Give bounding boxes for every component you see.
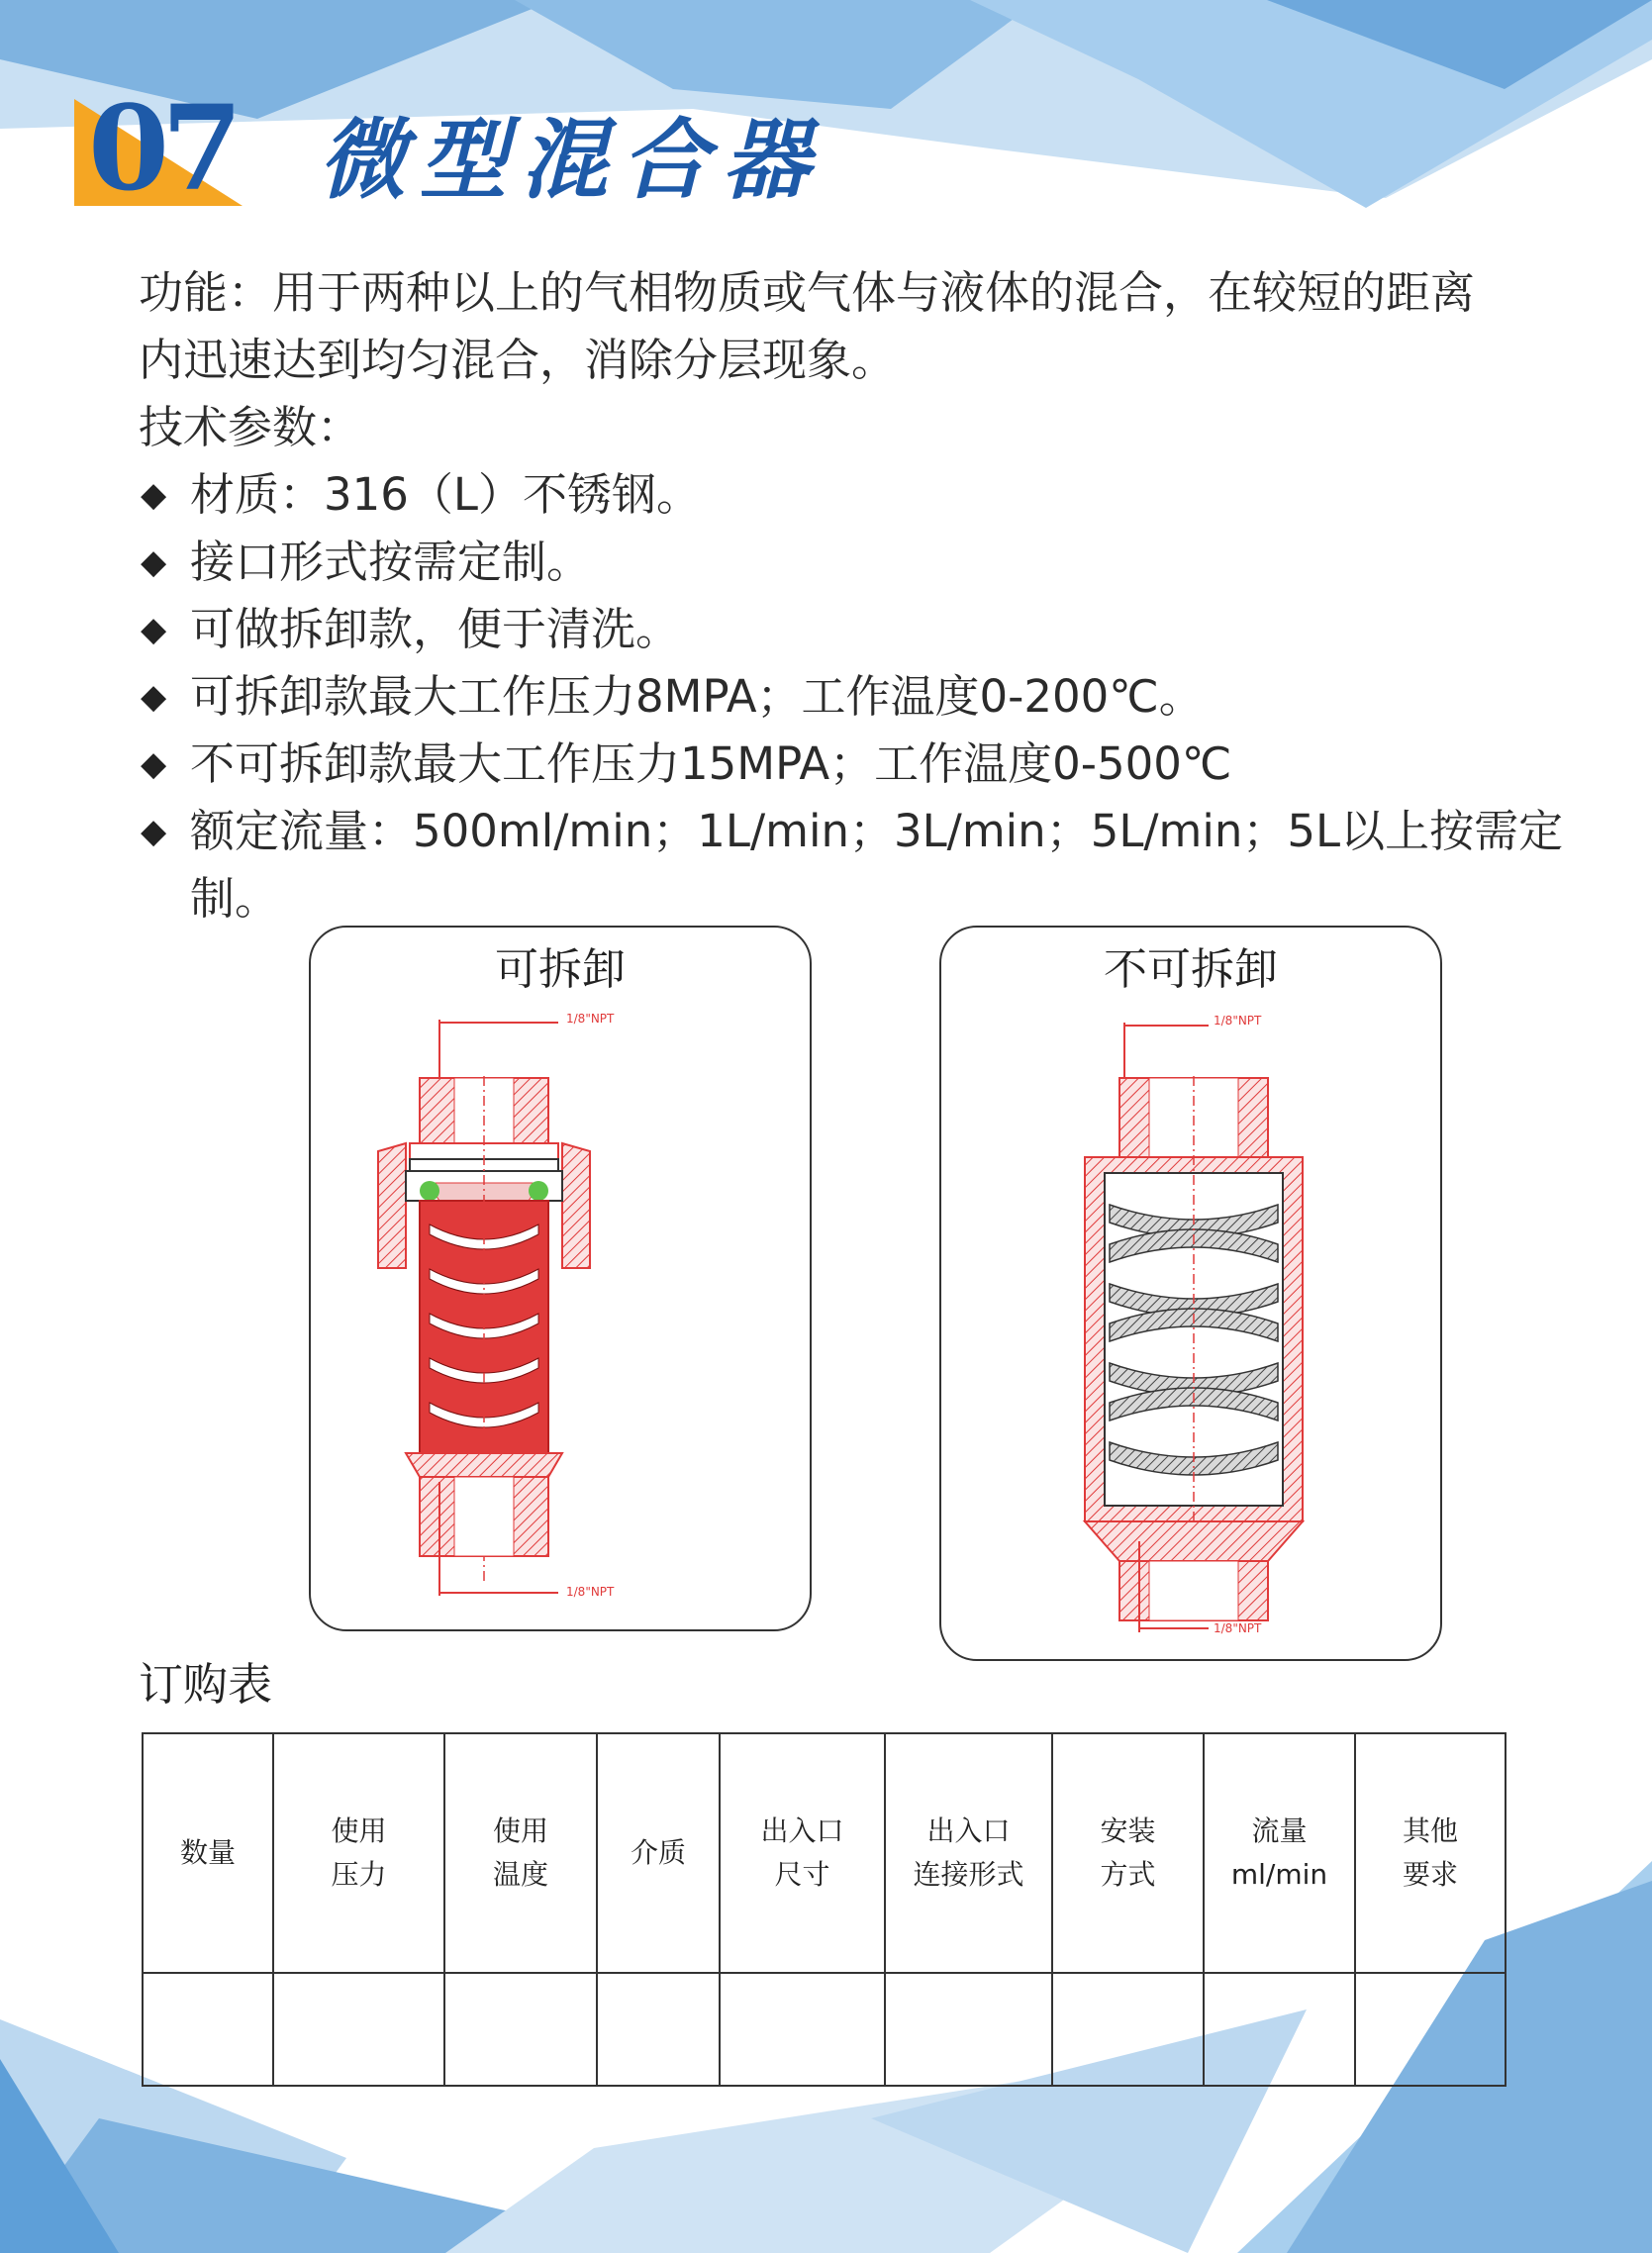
- page-title: 微型混合器: [319, 109, 825, 211]
- spec-list: [139, 461, 1564, 932]
- table-header-cell: 流量 ml/min: [1204, 1733, 1355, 1973]
- order-table-title: 订购表: [139, 1658, 273, 1711]
- section-number: 07: [88, 79, 236, 217]
- spec-item: ◆ 不可拆卸款最大工作压力15MPA；工作温度0-500℃: [139, 731, 1544, 798]
- order-table: [142, 1732, 1506, 2087]
- non-detachable-mixer-drawing: [941, 928, 1440, 1659]
- spec-item: ◆ 可拆卸款最大工作压力8MPA；工作温度0-200℃。: [139, 663, 1544, 731]
- table-header-cell: 使用 温度: [444, 1733, 597, 1973]
- diamond-bullet-icon: ◆: [141, 542, 167, 582]
- diamond-bullet-icon: ◆: [141, 744, 167, 784]
- detachable-mixer-panel: [309, 926, 812, 1631]
- table-input-cell[interactable]: [444, 1973, 597, 2086]
- spec-item: ◆ 材质：316（L）不锈钢。: [139, 461, 1544, 529]
- diamond-bullet-icon: ◆: [141, 812, 167, 851]
- table-input-cell[interactable]: [1052, 1973, 1204, 2086]
- function-text: 功能：用于两种以上的气相物质或气体与液体的混合，在较短的距离内迅速达到均匀混合，消除分层现象。: [139, 266, 1476, 386]
- section-number-badge: [74, 79, 243, 217]
- diamond-bullet-icon: ◆: [141, 677, 167, 717]
- table-header-row: [143, 1733, 1506, 1973]
- spec-item: ◆ 额定流量：500ml/min；1L/min；3L/min；5L/min；5L以上按需定制。: [139, 798, 1586, 932]
- table-header-cell: 数量: [143, 1733, 273, 1973]
- table-input-cell[interactable]: [143, 1973, 273, 2086]
- top-thread-label: 1/8"NPT: [566, 1012, 615, 1026]
- panel-title: 不可拆卸: [1104, 944, 1278, 995]
- description-block: [139, 259, 1564, 932]
- table-input-cell[interactable]: [597, 1973, 720, 2086]
- table-header-cell: 出入口 连接形式: [885, 1733, 1052, 1973]
- table-header-cell: 使用 压力: [273, 1733, 444, 1973]
- table-input-cell[interactable]: [273, 1973, 444, 2086]
- table-header-cell: 介质: [597, 1733, 720, 1973]
- panel-title: 可拆卸: [495, 944, 626, 995]
- top-thread-label: 1/8"NPT: [1214, 1014, 1262, 1028]
- table-input-cell[interactable]: [1355, 1973, 1506, 2086]
- diamond-bullet-icon: ◆: [141, 475, 167, 515]
- table-input-cell[interactable]: [885, 1973, 1052, 2086]
- table-row: [143, 1973, 1506, 2086]
- spec-item: ◆ 接口形式按需定制。: [139, 529, 1544, 596]
- bottom-thread-label: 1/8"NPT: [566, 1585, 615, 1599]
- params-heading: 技术参数：: [139, 401, 362, 453]
- table-input-cell[interactable]: [720, 1973, 885, 2086]
- detachable-mixer-drawing: [311, 928, 810, 1629]
- table-input-cell[interactable]: [1204, 1973, 1355, 2086]
- table-header-cell: 其他 要求: [1355, 1733, 1506, 1973]
- bottom-thread-label: 1/8"NPT: [1214, 1621, 1262, 1635]
- spec-item: ◆ 可做拆卸款，便于清洗。: [139, 596, 1544, 663]
- table-header-cell: 安装 方式: [1052, 1733, 1204, 1973]
- diamond-bullet-icon: ◆: [141, 610, 167, 649]
- table-header-cell: 出入口 尺寸: [720, 1733, 885, 1973]
- non-detachable-mixer-panel: [939, 926, 1442, 1661]
